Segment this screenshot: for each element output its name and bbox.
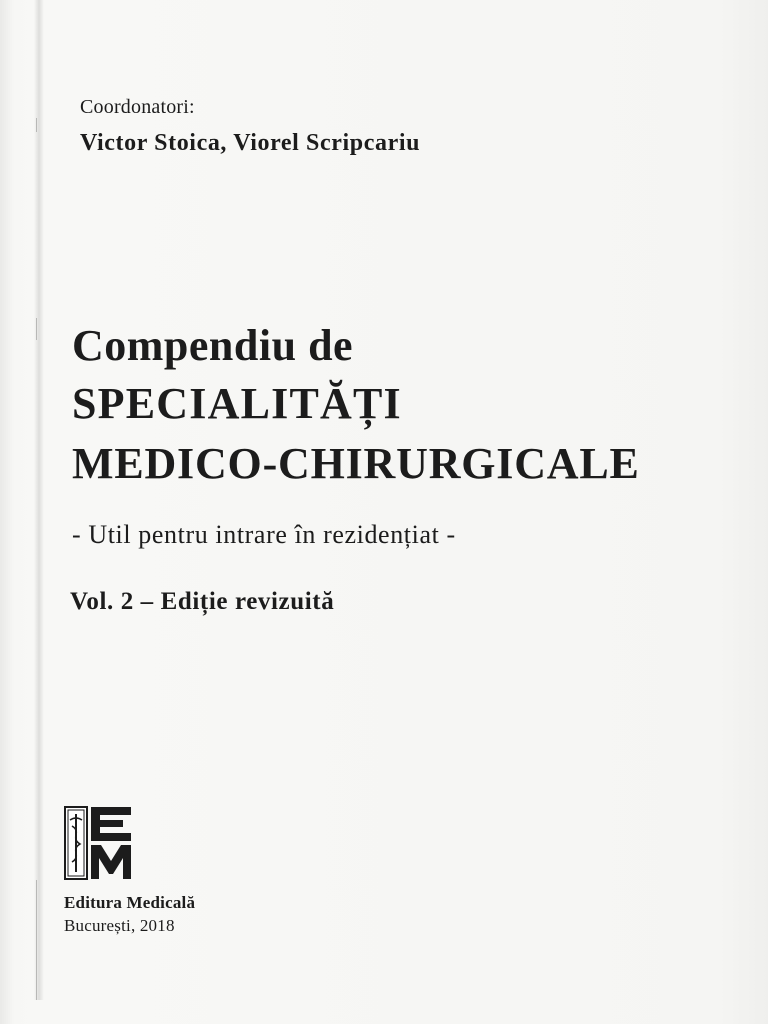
- caduceus-icon: [64, 806, 134, 880]
- edge-mark: [36, 118, 37, 132]
- edge-mark: [36, 318, 37, 340]
- edge-mark: [36, 880, 37, 1000]
- title-line-3: MEDICO-CHIRURGICALE: [72, 439, 640, 488]
- title-line-2: SPECIALITĂȚI: [72, 379, 402, 428]
- publisher-logo: [64, 806, 134, 880]
- publisher-place-year: București, 2018: [64, 916, 175, 935]
- book-title: [72, 321, 640, 498]
- publisher-name: Editura Medicală: [64, 893, 196, 912]
- volume-edition: Vol. 2 – Ediție revizuită: [70, 588, 335, 615]
- spine-shadow: [34, 0, 44, 1000]
- coordinators-label: Coordonatori:: [80, 96, 195, 118]
- subtitle: - Util pentru intrare în rezidențiat -: [72, 520, 456, 549]
- coordinators-names: Victor Stoica, Viorel Scripcariu: [80, 130, 421, 156]
- title-line-1: Compendiu de: [72, 321, 354, 370]
